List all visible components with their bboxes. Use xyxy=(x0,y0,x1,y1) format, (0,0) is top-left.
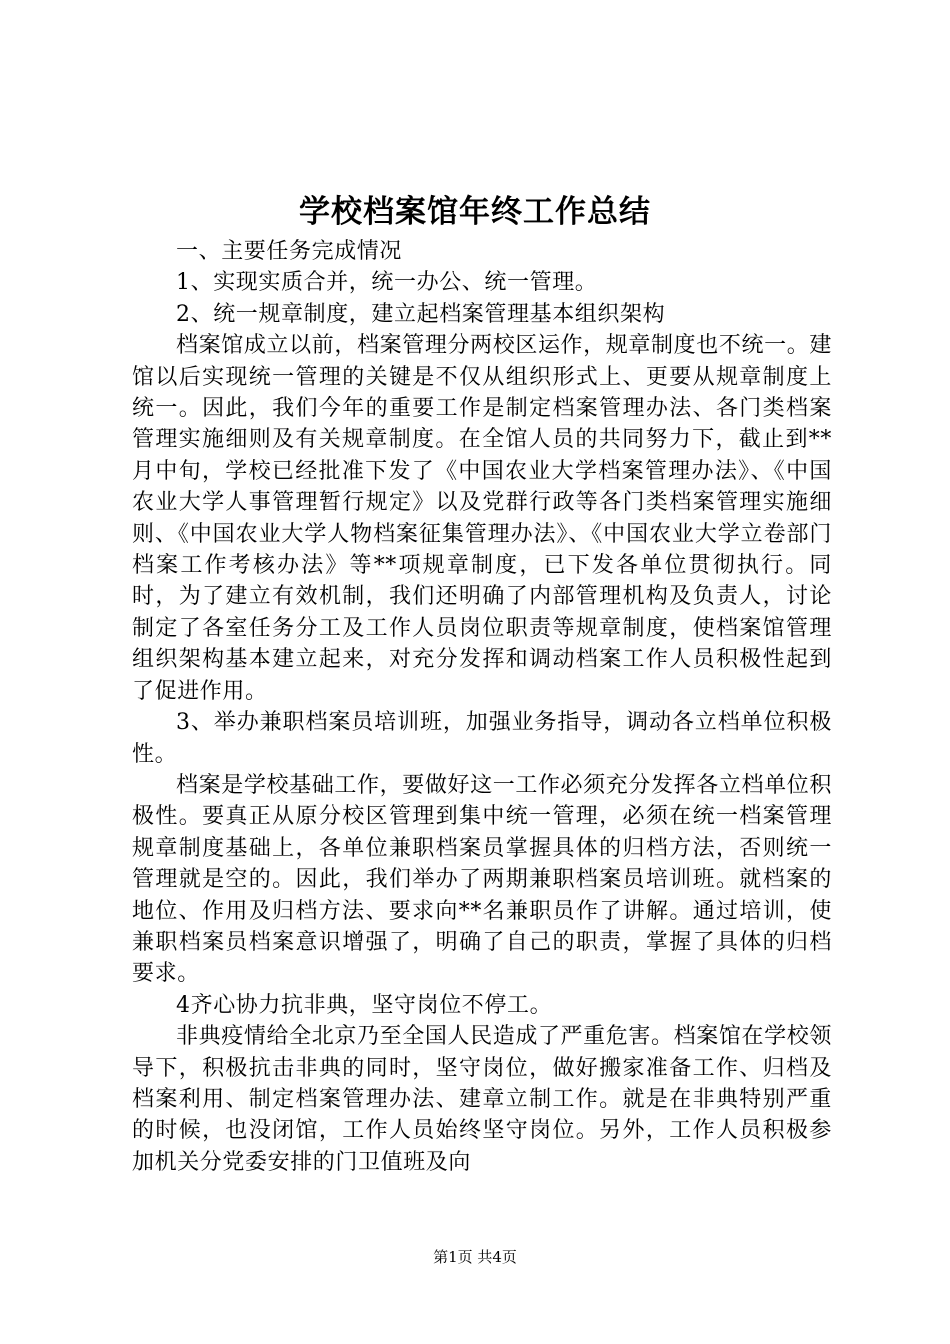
document-body xyxy=(132,236,832,1178)
subsection-heading: 3、举办兼职档案员培训班，加强业务指导，调动各立档单位积极性。 xyxy=(132,710,832,767)
body-paragraph: 非典疫情给全北京乃至全国人民造成了严重危害。档案馆在学校领导下，积极抗击非典的同时，坚守岗位，做好搬家准备工作、归档及档案利用、制定档案管理办法、建章立制工作。就是在非典特别严重的时候，也没闭馆，工作人员始终坚守岗位。另外，工作人员积极参加机关分党委安排的门卫值班及向 xyxy=(132,1024,832,1175)
document-title: 学校档案馆年终工作总结 xyxy=(299,194,651,230)
subsection-heading: 1、实现实质合并，统一办公、统一管理。 xyxy=(176,270,598,296)
section-heading: 一、主要任务完成情况 xyxy=(176,239,403,264)
page-footer: 第1页 共4页 xyxy=(433,1248,517,1266)
body-paragraph: 档案是学校基础工作，要做好这一工作必须充分发挥各立档单位积极性。要真正从原分校区管理到集中统一管理，必须在统一档案管理规章制度基础上，各单位兼职档案员掌握具体的归档方法，否则统一管理就是空的。因此，我们举办了两期兼职档案员培训班。就档案的地位、作用及归档方法、要求向**名兼职员作了讲解。通过培训，使兼职档案员档案意识增强了，明确了自己的职责，掌握了具体的归档要求。 xyxy=(132,772,832,987)
subsection-heading: 4齐心协力抗非典，坚守岗位不停工。 xyxy=(176,992,553,1018)
subsection-heading: 2、统一规章制度，建立起档案管理基本组织架构 xyxy=(176,301,666,327)
body-paragraph: 档案馆成立以前，档案管理分两校区运作，规章制度也不统一。建馆以后实现统一管理的关键是不仅从组织形式上、更要从规章制度上统一。因此，我们今年的重要工作是制定档案管理办法、各门类档案管理实施细则及有关规章制度。在全馆人员的共同努力下，截止到**月中旬，学校已经批准下发了《中国农业大学档案管理办法》、《中国农业大学人事管理暂行规定》以及党群行政等各门类档案管理实施细则、《中国农业大学人物档案征集管理办法》、《中国农业大学立卷部门档案工作考核办法》等**项规章制度，已下发各单位贯彻执行。同时，为了建立有效机制，我们还明确了内部管理机构及负责人，讨论制定了各室任务分工及工作人员岗位职责等规章制度，使档案馆管理组织架构基本建立起来，对充分发挥和调动档案工作人员积极性起到了促进作用。 xyxy=(132,333,832,704)
